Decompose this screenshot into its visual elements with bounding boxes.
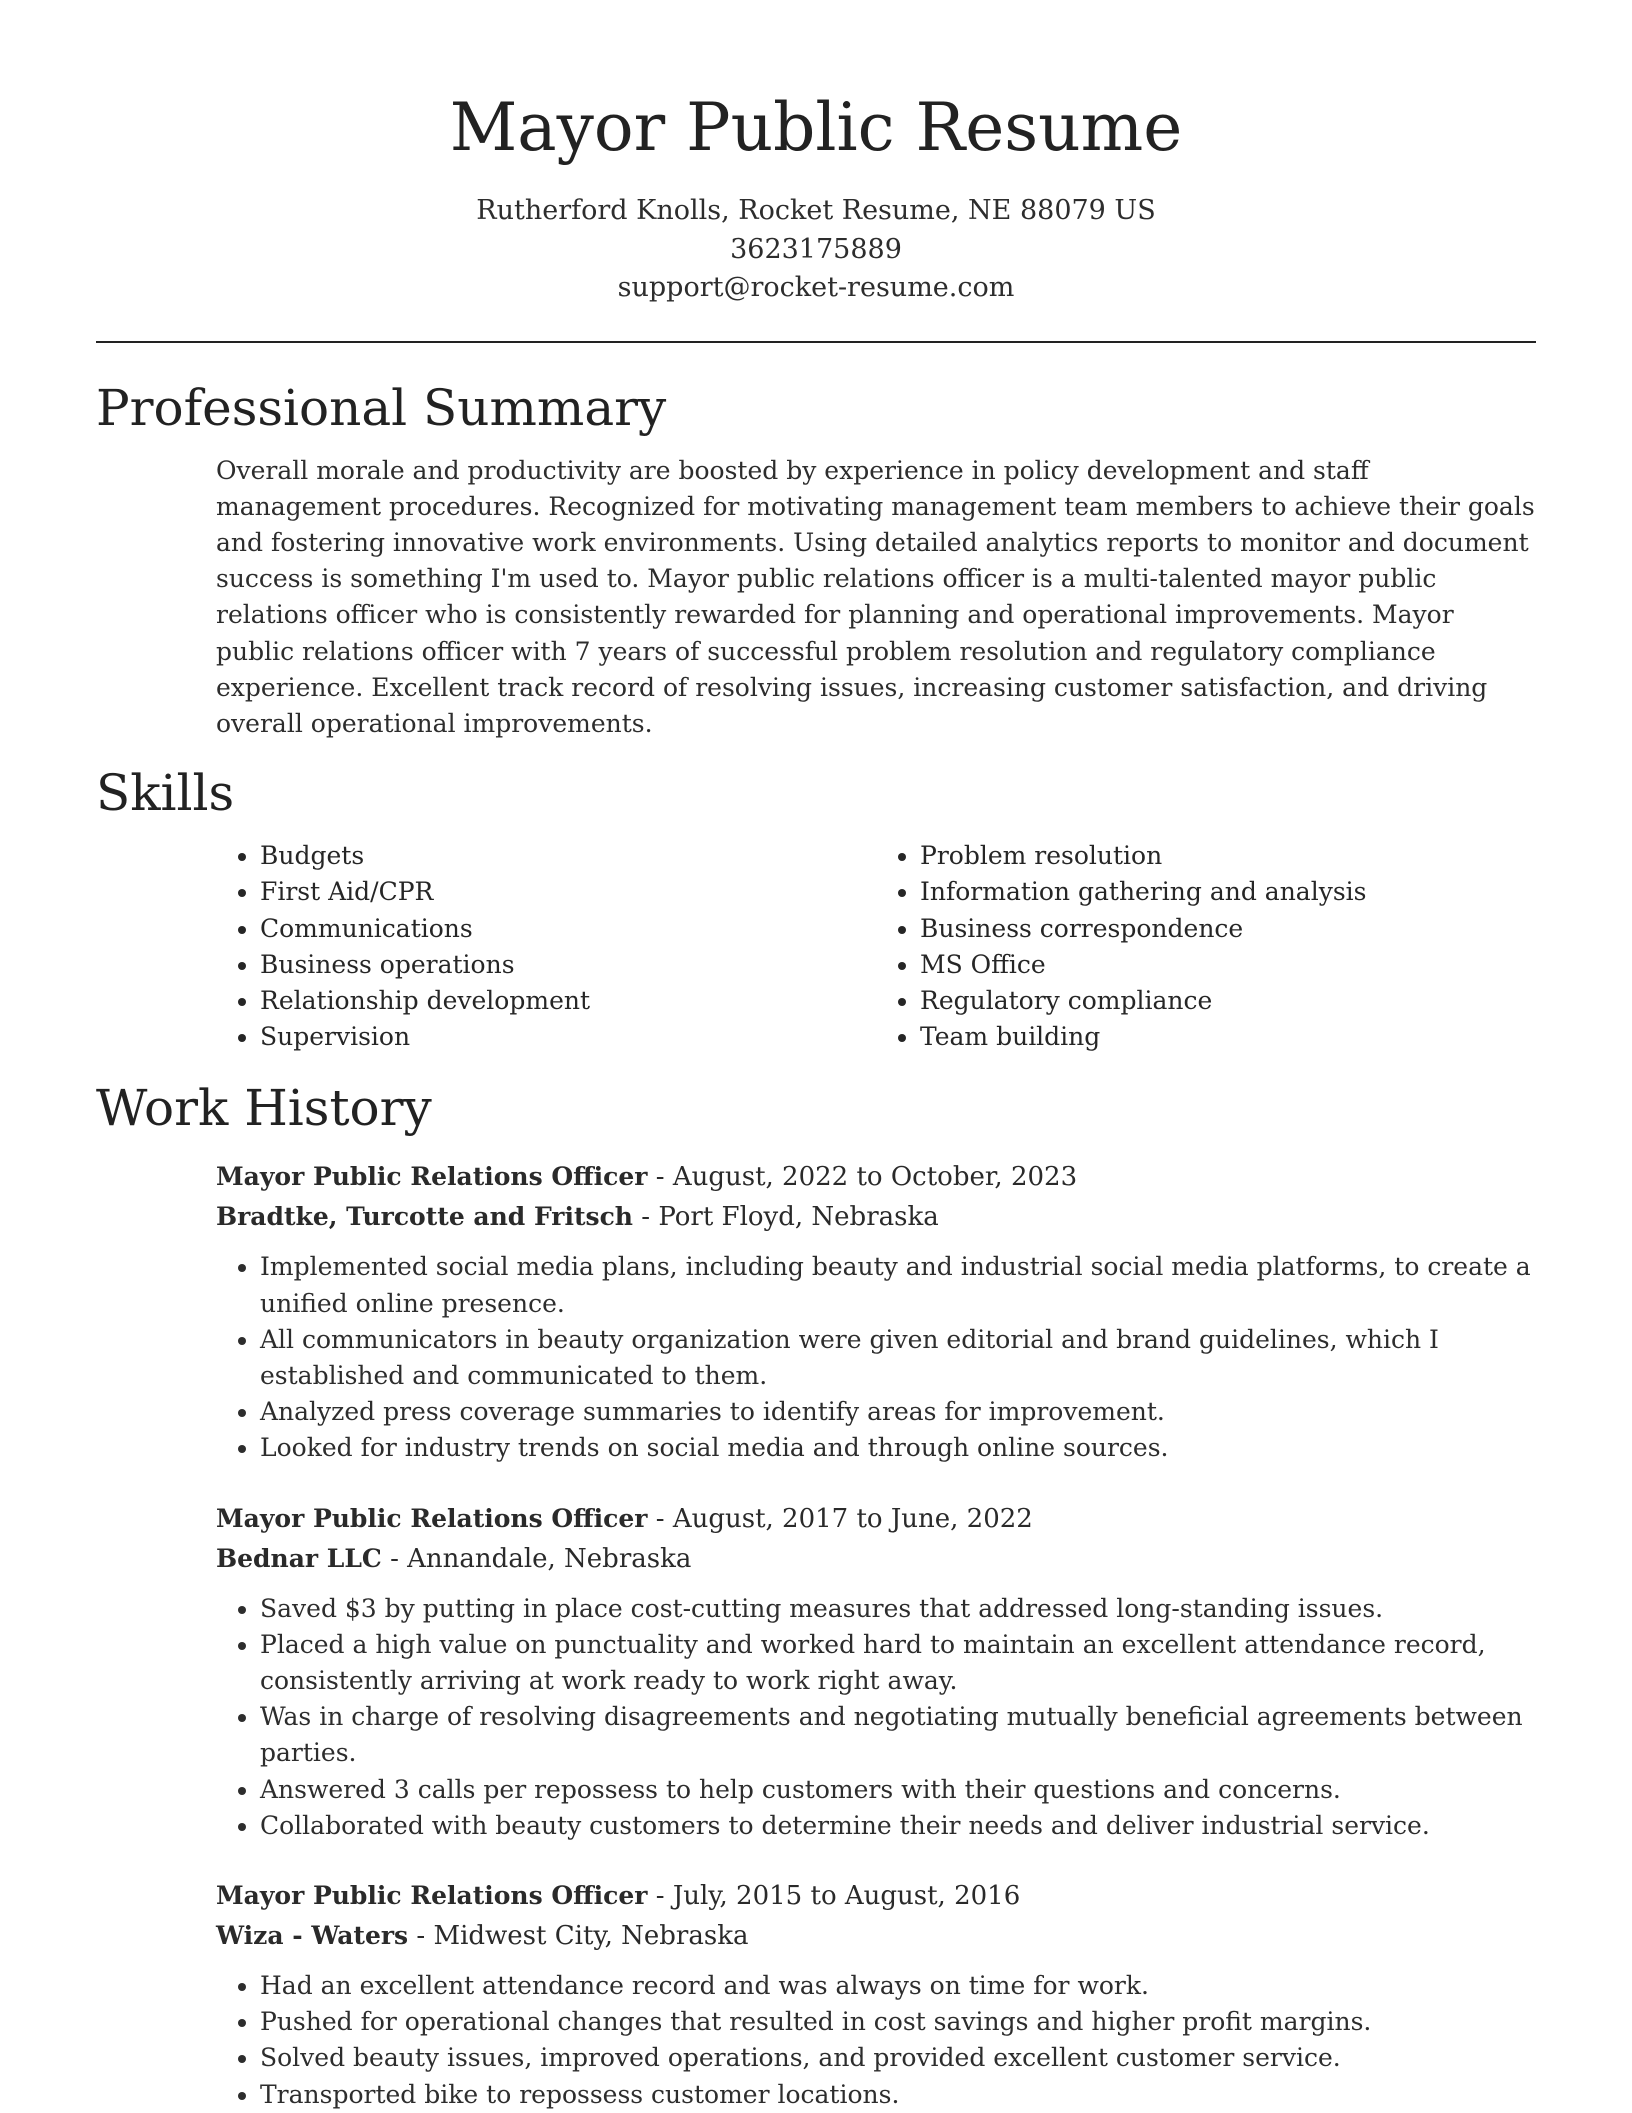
- job-bullet: • Implemented social media plans, including beauty and industrial social media platforms, to create a unified online presence.: [260, 1249, 1536, 1321]
- job-company: Bradtke, Turcotte and Fritsch: [216, 1202, 633, 1232]
- job-bullet: • Analyzed press coverage summaries to identify areas for improvement.: [260, 1394, 1536, 1430]
- summary-text: Overall morale and productivity are boosted by experience in policy development and staff management procedures. Recognized for motivating management team members to achieve their goals and fostering innovative work environments. Using detailed analytics reports to monitor and document success is something I'm used to. Mayor public relations officer is a multi-talented mayor public relations officer who is consistently rewarded for planning and operational improvements. Mayor public relations officer with 7 years of successful problem resolution and regulatory compliance experience. Excellent track record of resolving issues, increasing customer satisfaction, and driving overall operational improvements.: [216, 455, 1535, 738]
- job-bullet: • Looked for industry trends on social media and through online sources.: [260, 1430, 1536, 1466]
- job-dates: August, 2017 to June, 2022: [672, 1503, 1033, 1534]
- job-bullet: • Solved beauty issues, improved operations, and provided excellent customer service.: [260, 2040, 1536, 2076]
- job-location: Port Floyd, Nebraska: [658, 1202, 939, 1233]
- job-company-line: Wiza - Waters - Midwest City, Nebraska: [216, 1920, 749, 1951]
- skill-item: • Business correspondence: [920, 911, 1536, 947]
- job-bullet: • Was in charge of resolving disagreements and negotiating mutually beneficial agreements between parties.: [260, 1699, 1536, 1771]
- job-location: Midwest City, Nebraska: [433, 1920, 749, 1951]
- job-bullet: • Pushed for operational changes that resulted in cost savings and higher profit margins.: [260, 2004, 1536, 2040]
- summary-heading: Professional Summary: [96, 378, 667, 437]
- job-bullet: • Saved $3 by putting in place cost-cutting measures that addressed long-standing issues.: [260, 1591, 1536, 1627]
- resume-page: [96, 0, 1536, 2113]
- skills-list-left: [216, 838, 876, 1055]
- skill-item: • Supervision: [260, 1019, 876, 1055]
- skill-item: • Budgets: [260, 838, 876, 874]
- skill-item: • Information gathering and analysis: [920, 874, 1536, 910]
- job-bullet: • All communicators in beauty organization were given editorial and brand guidelines, which I established and communicated to them.: [260, 1322, 1536, 1394]
- skills-grid: [216, 838, 1536, 1055]
- job-role: Mayor Public Relations Officer: [216, 1162, 648, 1192]
- job-role: Mayor Public Relations Officer: [216, 1503, 648, 1533]
- contact-block: [96, 192, 1536, 308]
- job-title-line: Mayor Public Relations Officer - July, 2015 to August, 2016: [216, 1880, 1021, 1911]
- job-bullets: [216, 1968, 1536, 2113]
- resume-name: Mayor Public Resume: [449, 89, 1183, 166]
- job-company-line: Bednar LLC - Annandale, Nebraska: [216, 1543, 692, 1574]
- header-divider: [96, 341, 1536, 343]
- skills-heading: Skills: [96, 764, 235, 823]
- job-bullet: • Transported bike to repossess customer locations.: [260, 2077, 1536, 2113]
- job-dates: August, 2022 to October, 2023: [672, 1162, 1078, 1193]
- job-company: Wiza - Waters: [216, 1920, 409, 1950]
- work-history-heading: Work History: [96, 1079, 432, 1138]
- job-bullet: • Answered 3 calls per repossess to help customers with their questions and concerns.: [260, 1772, 1536, 1808]
- skill-item: • Problem resolution: [920, 838, 1536, 874]
- resume-header: [96, 0, 1536, 308]
- job-company-line: Bradtke, Turcotte and Fritsch - Port Floyd, Nebraska: [216, 1202, 939, 1233]
- job-entry: [216, 1157, 1536, 1466]
- skill-item: • Team building: [920, 1019, 1536, 1055]
- job-role: Mayor Public Relations Officer: [216, 1880, 648, 1910]
- job-bullet: • Had an excellent attendance record and was always on time for work.: [260, 1968, 1536, 2004]
- job-entry: [216, 1876, 1536, 2113]
- skill-item: • Regulatory compliance: [920, 983, 1536, 1019]
- contact-address: Rutherford Knolls, Rocket Resume, NE 88079 US: [476, 195, 1156, 226]
- job-bullets: [216, 1591, 1536, 1844]
- job-bullet: • Collaborated with beauty customers to determine their needs and deliver industrial service.: [260, 1808, 1536, 1844]
- skill-item: • First Aid/CPR: [260, 874, 876, 910]
- skill-item: • Relationship development: [260, 983, 876, 1019]
- job-dates: July, 2015 to August, 2016: [672, 1880, 1021, 1911]
- contact-phone: 3623175889: [730, 233, 902, 265]
- job-bullet: • Placed a high value on punctuality and worked hard to maintain an excellent attendance record, consistently arriving at work ready to work right away.: [260, 1627, 1536, 1699]
- job-bullets: [216, 1249, 1536, 1466]
- job-company: Bednar LLC: [216, 1543, 382, 1573]
- skill-item: • Business operations: [260, 947, 876, 983]
- job-location: Annandale, Nebraska: [407, 1543, 692, 1574]
- skill-item: • MS Office: [920, 947, 1536, 983]
- contact-email: support@rocket-resume.com: [617, 272, 1015, 303]
- job-title-line: Mayor Public Relations Officer - August, 2017 to June, 2022: [216, 1503, 1033, 1534]
- skill-item: • Communications: [260, 911, 876, 947]
- job-entry: [216, 1499, 1536, 1844]
- skills-list-right: [876, 838, 1536, 1055]
- job-title-line: Mayor Public Relations Officer - August, 2022 to October, 2023: [216, 1162, 1078, 1193]
